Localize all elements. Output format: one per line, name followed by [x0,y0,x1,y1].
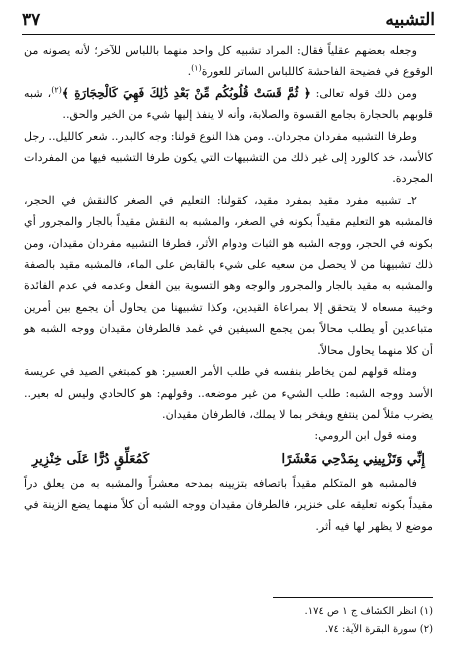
main-text [24,40,433,537]
paragraph-3: وطرفا التشبيه مفردان مجردان.. ومن هذا النوع قولنا: وجه كالبدر.. شعر كالليل.. رجل كالأسد، خد كالورد إلى غير ذلك من التشبيهات التي يكون طرفا التشبيه فيها من المفردات المجردة. [24,129,433,186]
paragraph-6: ومنه قول ابن الرومي: [314,429,417,443]
paragraph-7: فالمشبه هو المتكلم مقيداً باتصافه بتزيينه بمدحه معشراً والمشبه به من يعلق دراً مقيداً بكونه تعليقه على خنزير، فالطرفان مقيدان ووجه الشبه أن كلاً منهما يضع الزينة في موضع لا يظهر لها فيه أثر. [24,476,433,533]
footnote-2: (٢) سورة البقرة الآية: ٧٤. [324,624,433,635]
paragraph-1-text: وجعله بعضهم عقلياً فقال: المراد تشبيه كل واحد منهما باللباس للآخر؛ لأنه يصونه من الوقوع في فضيحة الفاحشة كاللباس الساتر للعورة [24,44,433,79]
footnote-1: (١) انظر الكشاف ج ١ ص ١٧٤. [304,606,433,617]
paragraph-1 [24,40,433,83]
footnotes [24,603,433,639]
page-header [22,8,435,32]
quran-verse: ﴿ ثُمَّ قَسَتْ قُلُوبُكُم مِّنْ بَعْدِ ذَٰلِكَ فَهِيَ كَالْحِجَارَةِ ﴾ [61,85,311,100]
page-number: ٣٧ [22,10,41,30]
paragraph-5: ومثله قولهم لمن يخاطر بنفسه في طلب الأمر العسير: هو كمبتغي الصيد في عريسة الأسد ووجه الشبه: طلب الشيء من غير موضعه.. وقولهم: هو كالحادي وليس له بعير.. يضرب مثلاً لمن ينتفع ويفخر بما لا يملك، فالطرفان مقيدان. [24,365,433,421]
paragraph-4: ٢ـ تشبيه مفرد مقيد بمفرد مقيد، كقولنا: التعليم في الصغر كالنقش في الحجر، فالمشبه هو التعليم مقيداً بكونه في الصغر، والمشبه به النقش مقيداً بالجار والمجرور أي بكونه في الحجر، ووجه الشبه هو الثبات ودوام الأثر، فطرفا التشبيه مفردان مقيدان، ومن ذلك تشبيهنا من لا يحصل من سعيه على شيء بالقابض على الماء، فالمشبه مقيد بالصفة والمشبه به مقيد بالجار والمجرور والوجه وهو التسوية بين الفعل وعدمه في عدم الفائدة وخيبة مسعاه لا يتحقق إلا بمراعاة القيدين، وكذا تشبيهنا من يحاول أن يجمع بين أمرين متباعدين أو يطلب محالاً بمن يجمع السيفين في غمد فالطرفان مقيدان ووجه الشبه هو أن كلا منهما يحاول محالاً. [24,193,433,357]
paragraph-2 [24,83,433,126]
paragraph-2-rest: ، شبه قلوبهم بالحجارة بجامع القسوة والصلابة، وأنه لا ينفذ إليها شيء من الخير والحق.. [24,86,433,122]
paragraph-1-end: . [187,65,192,79]
header-divider [22,34,435,35]
paragraph-2-intro: ومن ذلك قوله تعالى: [310,86,417,100]
poem-hemistich-2: كَمُعَلِّقٍ دُرًّا عَلَى خِنْزِيرِ [32,451,150,467]
running-title: التشبيه [385,10,435,30]
footnote-ref-1: (١) [191,63,202,73]
footnote-ref-2: (٢) [51,85,62,95]
poem-hemistich-1: إِنِّي وَتَزْيِينِي بِمَدْحِي مَعْشَرًا [281,451,425,467]
poem-verse [24,447,433,473]
footnote-divider [273,597,433,598]
